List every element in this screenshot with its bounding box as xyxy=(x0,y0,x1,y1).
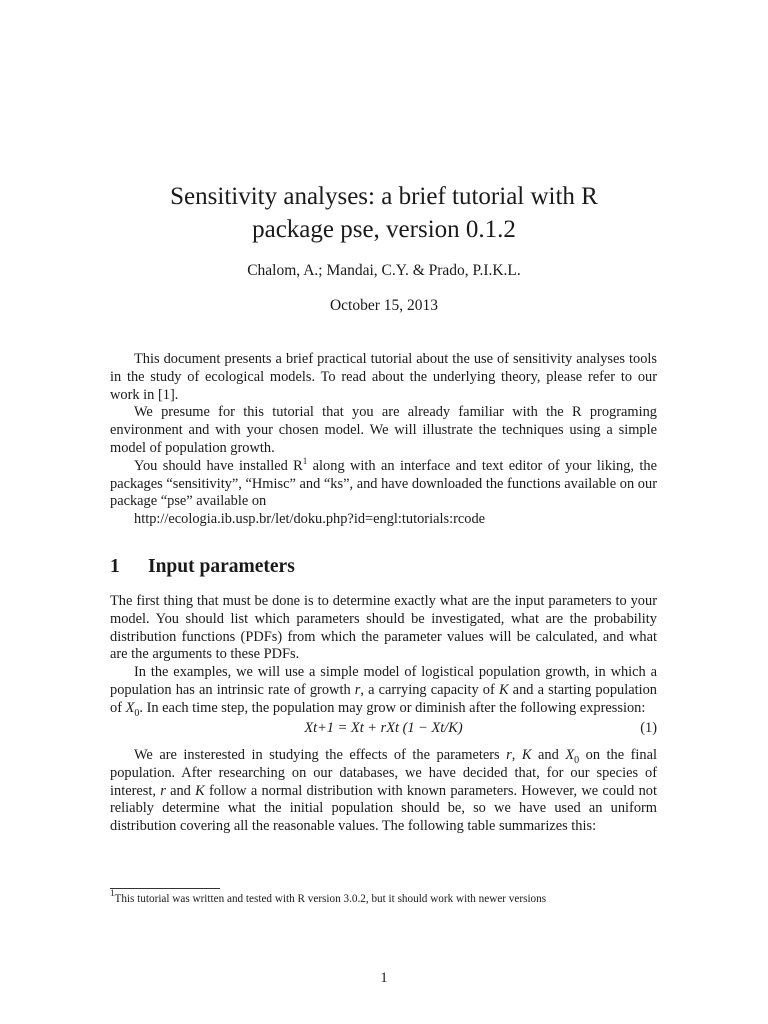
text-run: follow a normal distribution with known parameters. However, we could not reliably determine what the initial population should be, so we have used an uniform distribution covering all the reasonable values. The following table summarizes this: xyxy=(110,782,657,835)
footnote-number: 1 xyxy=(110,888,115,898)
math-r: r xyxy=(354,681,361,698)
abstract-paragraph-2: We presume for this tutorial that you are already familiar with the R programing environment and with your chosen model. We will illustrate the techniques using a simple model of population growth. xyxy=(110,404,657,456)
section-body-continued xyxy=(110,747,657,836)
abstract-p3-start: You should have installed R xyxy=(134,457,303,474)
equation-expression xyxy=(110,720,657,737)
text-run: , xyxy=(511,747,522,763)
date: October 15, 2013 xyxy=(329,297,439,314)
section-body xyxy=(110,593,657,718)
math-K: K xyxy=(521,747,532,763)
title-line-2: package pse, version 0.1.2 xyxy=(252,216,516,243)
footnote-rule xyxy=(110,888,220,889)
section-heading-input-parameters xyxy=(110,556,295,578)
abstract-paragraph-3 xyxy=(110,455,657,511)
section-title: Input parameters xyxy=(148,556,295,577)
math-X: X xyxy=(125,699,135,716)
math-K: K xyxy=(195,782,205,799)
text-run: on the final population. After researching on our databases, we have decided that, for our species of interest, xyxy=(110,747,657,799)
text-run: . In each time step, the population may grow or diminish after the following expression: xyxy=(139,699,646,716)
math-subscript: 0 xyxy=(134,707,140,719)
equation-text: Xt+1 = Xt + rXt (1 − Xt/K) xyxy=(304,720,463,736)
section-number: 1 xyxy=(110,556,120,577)
abstract-p3-end: along with an interface and text editor of your liking, the packages “sensitivity”, “Hmisc” and “ks”, and have downloaded the functions available on our package “pse” available on xyxy=(110,457,657,510)
text-run: and a starting population of xyxy=(110,681,657,716)
text-run: and xyxy=(531,747,566,763)
text-run: We are insterested in studying the effects of the parameters xyxy=(134,747,507,763)
text-run: and xyxy=(165,782,196,799)
body-paragraph-3 xyxy=(110,747,657,836)
math-K: K xyxy=(498,681,509,698)
abstract xyxy=(110,351,657,529)
math-r: r xyxy=(506,747,512,763)
footnote-text: This tutorial was written and tested with R version 3.0.2, but it should work with newer versions xyxy=(114,893,547,905)
page-number: 1 xyxy=(380,970,388,986)
authors: Chalom, A.; Mandai, C.Y. & Prado, P.I.K.L. xyxy=(247,262,521,279)
body-paragraph-1: The first thing that must be done is to determine exactly what are the input parameters to your model. You should list which parameters should be investigated, what are the probability distribution functions (PDFs) from which the parameter values will be calculated, and what are the arguments to these PDFs. xyxy=(110,593,657,663)
math-X: X xyxy=(565,747,575,763)
text-run: , a carrying capacity of xyxy=(360,681,499,698)
text-run: In the examples, we will use a simple model of logistical population growth, in which a population has an intrinsic rate of growth xyxy=(110,664,657,698)
math-r: r xyxy=(160,782,166,799)
equation-1 xyxy=(110,720,657,740)
math-subscript: 0 xyxy=(574,754,580,766)
document-title xyxy=(110,180,658,246)
title-line-1: Sensitivity analyses: a brief tutorial with R xyxy=(170,183,598,210)
abstract-paragraph-1: This document presents a brief practical tutorial about the use of sensitivity analyses tools in the study of ecological models. To read about the underlying theory, please refer to our work in [1]. xyxy=(110,351,657,403)
footnote xyxy=(110,888,657,907)
footnote-marker[interactable]: 1 xyxy=(302,455,308,466)
equation-number: (1) xyxy=(640,720,657,736)
body-paragraph-2 xyxy=(110,664,657,717)
code-url[interactable]: http://ecologia.ib.usp.br/let/doku.php?id=engl:tutorials:rcode xyxy=(134,511,486,528)
